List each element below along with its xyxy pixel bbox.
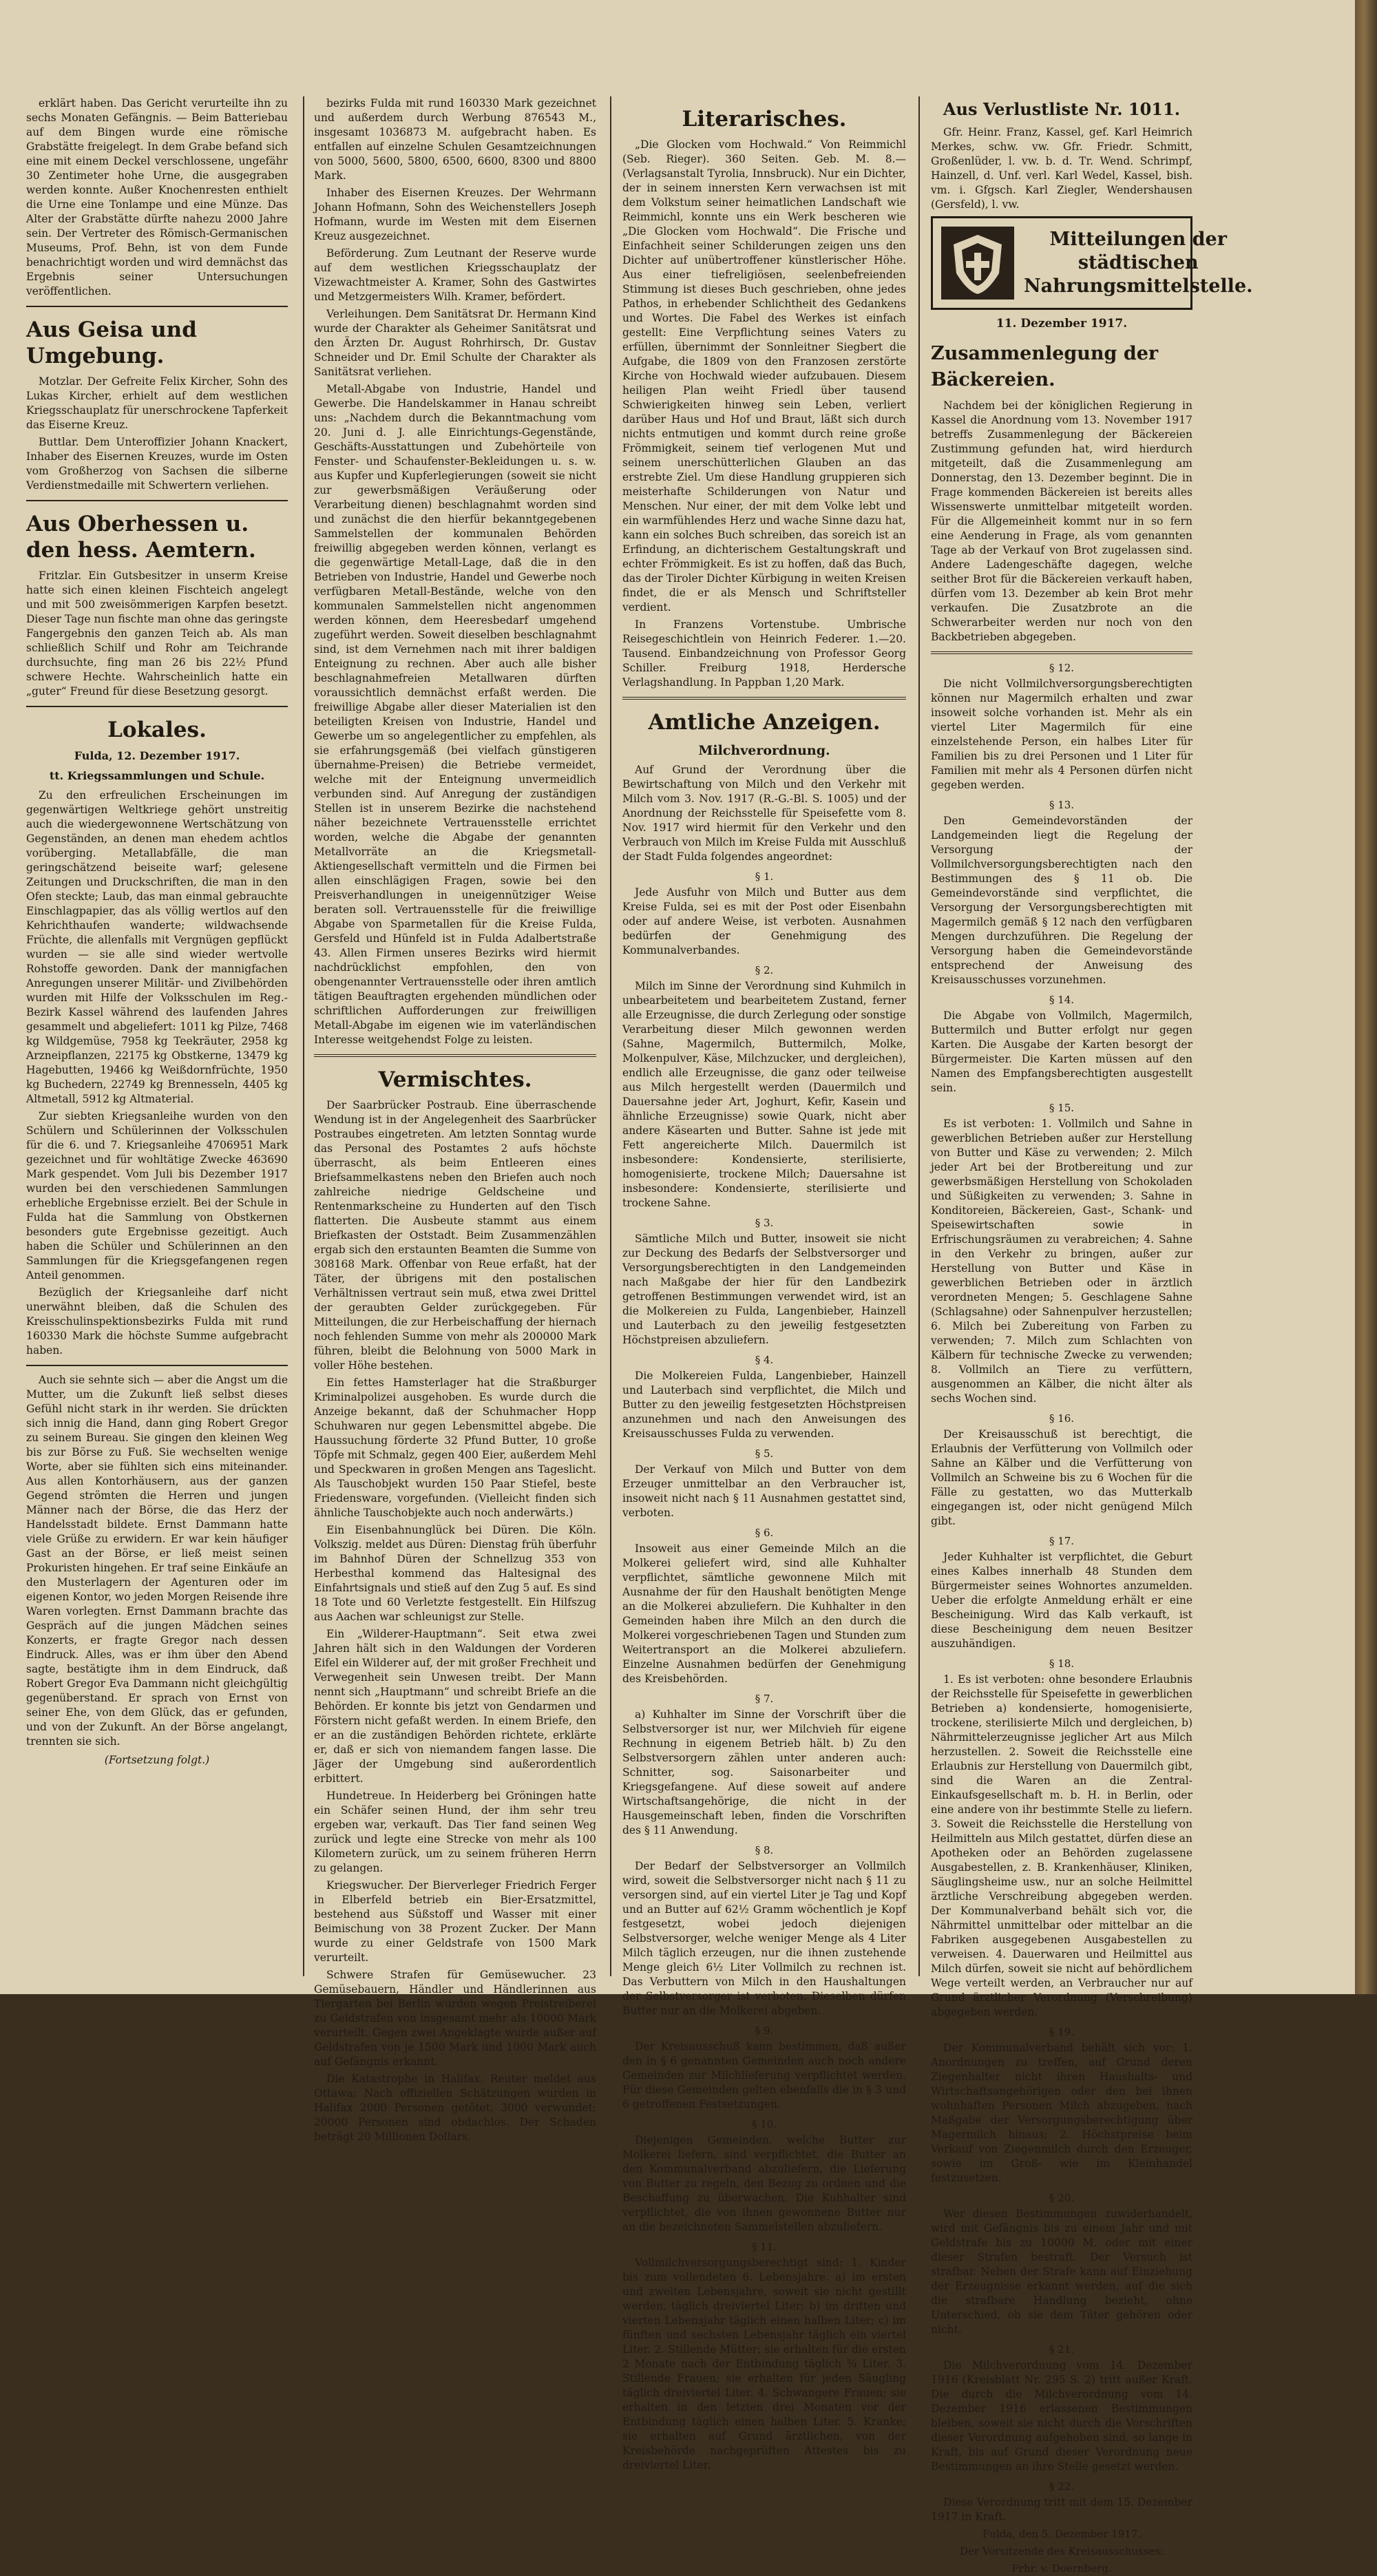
paragraph-number: § 16.	[1049, 1412, 1075, 1425]
article-text: Fritzlar. Ein Gutsbesitzer in unserm Kreise hatte sich einen kleinen Fischteich angelegt und mit 500 zweisömmerigen Karpfen besetzt. Dieser Tage nun fischte man ohne das geringste Fangergebnis den ganzen Teich ab. Als man schließlich Schilf und Rohr am Teichrande durchsuchte, fing man 26 bis 22½ Pfund schwere Hechte. Wahrscheinlich hatte ein „guter“ Freund für diese Besetzung gesorgt.	[26, 569, 288, 698]
ordinance-title: Milchverordnung.	[698, 743, 830, 758]
announcement-box	[931, 216, 1253, 310]
divider	[931, 651, 1192, 654]
news-item: Schwere Strafen für Gemüsewucher. 23 Gemüsebauern, Händler und Händlerinnen aus Tiergarten bei Berlin wurden wegen Preistreiberei zu Geldstrafen von insgesamt mehr als 10000 Mark verurteilt. Gegen zwei Angeklagte wurde außer auf Geldstrafen von je 1500 Mark und 1000 Mark auch auf Gefängnis erkannt.	[314, 1969, 596, 2068]
ordinance-text: Sämtliche Milch und Butter, insoweit sie nicht zur Deckung des Bedarfs der Selbstversorger und Versorgungsberechtigten in den Landgemeinden nach Maßgabe der hier für den Landbezirk getroffenen Bestimmungen verwendet wird, ist an die Molkereien zu Fulda, Langenbieber, Hainzell und Lauterbach zu den jeweilig festgesetzten Höchstpreisen abzuliefern.	[622, 1233, 906, 1346]
paragraph-number: § 14.	[1049, 994, 1075, 1006]
ordinance-text: Milch im Sinne der Verordnung sind Kuhmilch in unbearbeitetem und bearbeitetem Zustand, ferner alle Erzeugnisse, die durch Zerlegung oder sonstige Verarbeitung dieser Milch gewonnen werden (Sahne, Magermilch, Buttermilch, Molke, Molkenpulver, Käse, Milchzucker, und dergleichen), endlich alle Erzeugnisse, die ganz oder teilweise aus Milch hergestellt werden (Dauermilch und Dauersahne jeder Art, Joghurt, Kefir, Kasein und ähnliche Erzeugnisse) sowie Quark, nicht aber andere Käsearten und Butter. Sahne ist jede mit Fett angereicherte Milch. Dauermilch ist insbesondere: Kondensierte, sterilisierte, homogenisierte, trockene Milch; Dauersahne ist insbesondere: Kondensierte, sterilisierte und trockene Sahne.	[622, 980, 906, 1209]
signature-name: Frhr. v. Doernberg.	[1011, 2562, 1112, 2575]
paragraph-number: § 7.	[755, 1693, 774, 1705]
column-rule	[303, 96, 304, 1976]
divider	[314, 1054, 596, 1057]
announcement-title: Mitteilungen der städtischen Nahrungsmittelstelle.	[1024, 229, 1253, 297]
ordinance-text: Der Kreisausschuß ist berechtigt, die Erlaubnis der Verfütterung von Vollmilch oder Sahne an Kälber und die Verfütterung von Vollmilch an Schweine bis zu 6 Wochen für die Fälle zu gestatten, wo das Mutterkalb eingegangen ist, oder nicht genügend Milch gibt.	[931, 1428, 1192, 1527]
article-subheading: tt. Kriegssammlungen und Schule.	[49, 769, 265, 782]
section-heading-vermischtes: Vermischtes.	[378, 1067, 532, 1092]
paragraph-number: § 11.	[751, 2241, 777, 2253]
paragraph-number: § 18.	[1049, 1657, 1075, 1670]
news-item: Metall-Abgabe von Industrie, Handel und Gewerbe. Die Handelskammer in Hanau schreibt uns: „Nachdem durch die Bekanntmachung vom 20. Juni d. J. alle Einrichtungs-Gegenstände, Geschäfts-Ausstattungen und Zubehörteile von Fenster- und Schaufenster-Bekleidungen u. s. w. aus Kupfer und Kupferlegierungen (soweit sie nicht zur gewerbsmäßigen Veräußerung oder Verarbeitung dienen) beschlagnahmt worden sind und zunächst die den hierfür bekanntgegebenen Sammelstellen der kommunalen Behörden freiwillig abgegeben werden können, verlangt es die gegenwärtige Metall-Lage, daß die in den Betrieben von Industrie, Handel und Gewerbe noch verfügbaren Metall-Bestände, welche von den kommunalen Sammelstellen nicht angenommen werden können, dem Heeresbedarf umgehend zugeführt werden. Soweit dieselben beschlagnahmt sind, ist dem Vernehmen nach mit ihrer baldigen Enteignung zu rechnen. Aber auch alle bisher beschlagnahmefreien Metallwaren dürften voraussichtlich demnächst erfaßt werden. Die freiwillige Abgabe aller dieser Materialien ist den beteiligten Kreisen von Industrie, Handel und Gewerbe um so angelegentlicher zu empfehlen, als sie erfahrungsgemäß (bei vielfach günstigeren übernahme-Preisen) die Betriebe vermeidet, welche mit der Enteignung unvermeidlich verbunden sind. Auf Anregung der zuständigen Stellen ist in unserem Bezirke die nachstehend näher bezeichnete Vertrauensstelle errichtet worden, welche die Abgabe der genannten Metallvorräte an die Kriegsmetall-Aktiengesellschaft vermitteln und die Firmen bei allen einschlägigen Fragen, sowie bei den Preisverhandlungen in uneigennütziger Weise beraten soll. Vertrauensstelle für die freiwillige Abgabe von Sparmetallen für die Kreise Fulda, Gersfeld und Hünfeld ist in Fulda Adalbertstraße 43. Allen Firmen unseres Bezirks wird hiermit nachdrücklichst empfohlen, den von obengenannter Vertrauensstelle oder ihren amtlich tätigen Beauftragten ergehenden mündlichen oder schriftlichen Aufforderungen zur freiwilligen Metall-Abgabe im eigenen wie im vaterländischen Interesse weitgehendst Folge zu leisten.	[314, 383, 596, 1046]
ordinance-text: Diejenigen Gemeinden, welche Butter zur Molkerei liefern, sind verpflichtet, die Butter an den Kommunalverband abzuliefern, die Lieferung von Butter zu regeln, den Bezug zu ordnen und die Beschaffung zu überwachen. Die Kuhhalter sind verpflichtet, die von ihnen gewonnene Butter nur an die bezeichneten Sammelstellen abzuliefern.	[622, 2134, 906, 2233]
section-heading-verlustliste: Aus Verlustliste Nr. 1011.	[943, 99, 1181, 119]
article-text: bezirks Fulda mit rund 160330 Mark gezeichnet und außerdem durch Werbung 876543 M., insgesamt 1036873 M. aufgebracht haben. Es entfallen auf einzelne Schulen Gesamtzeichnungen von 5000, 5600, 5800, 6500, 6600, 8300 und 8800 Mark.	[314, 97, 596, 182]
ordinance-text: Der Bedarf der Selbstversorger an Vollmilch wird, soweit die Selbstversorger nicht nach § 11 zu versorgen sind, auf ein viertel Liter je Tag und Kopf und an Butter auf 62½ Gramm wöchentlich je Kopf festgesetzt, wobei jedoch diejenigen Selbstversorger, welche weniger Menge als 4 Liter Milch täglich erzeugen, nur die ihnen zustehende Menge gleich 6½ Liter Vollmilch zu rechnen ist. Das Verbuttern von Milch in den Haushaltungen der Selbstversorger ist verboten. Dieselben dürfen Butter nur an die Molkerei abgeben.	[622, 1860, 906, 2017]
section-heading-oberhessen: Aus Oberhessen u. den hess. Aemtern.	[26, 512, 256, 563]
column-1	[26, 96, 288, 1976]
news-item: Inhaber des Eisernen Kreuzes. Der Wehrmann Johann Hofmann, Sohn des Weichenstellers Joseph Hofmann, wurde im Westen mit dem Eisernen Kreuz ausgezeichnet.	[314, 187, 596, 242]
paragraph-number: § 9.	[755, 2024, 774, 2037]
column-rule	[610, 96, 611, 1976]
ordinance-text: Jede Ausfuhr von Milch und Butter aus dem Kreise Fulda, sei es mit der Post oder Eisenbahn oder auf andere Weise, ist verboten. Ausnahmen bedürfen der Genehmigung des Kommunalverbandes.	[622, 886, 906, 956]
column-4	[931, 96, 1253, 2575]
paragraph-number: § 19.	[1049, 2026, 1075, 2038]
ordinance-text: Die nicht Vollmilchversorgungsberechtigten können nur Magermilch erhalten und zwar insoweit solche vorhanden ist. Mehr als ein viertel Liter Magermilch für eine einzelstehende Person, ein halbes Liter für Familien bis zu drei Personen und 1 Liter für Familien mit mehr als 4 Personen dürfen nicht gegeben werden.	[931, 678, 1192, 791]
ordinance-text: Die Molkereien Fulda, Langenbieber, Hainzell und Lauterbach sind verpflichtet, die Milch und Butter zu den jeweilig festgesetzten Höchstpreisen anzunehmen und nach den Anweisungen des Kreisausschusses Fulda zu verwenden.	[622, 1370, 906, 1440]
paragraph-number: § 15.	[1049, 1102, 1075, 1114]
paragraph-number: § 17.	[1049, 1535, 1075, 1547]
paragraph-number: § 22.	[1049, 2480, 1075, 2493]
paragraph-number: § 10.	[751, 2118, 777, 2130]
ordinance-text: 1. Es ist verboten: ohne besondere Erlaubnis der Reichsstelle für Speisefette in gewerblichen Betrieben a) kondensierte, homogenisierte, trockene, sterilisierte Milch und dergleichen, b) Nährmittelerzeugnisse jeglicher Art aus Milch herzustellen. 2. Soweit die Reichsstelle eine Erlaubnis zur Herstellung von Dauermilch gibt, sind die Waren an die Zentral-Einkaufsgesellschaft m. b. H. in Berlin, oder eine andere von ihr bestimmte Stelle zu liefern. 3. Soweit die Reichsstelle die Herstellung von Heilmitteln aus Milch gestattet, dürfen diese an Apotheken oder an Behörden zugelassene Ausgabestellen, z. B. Krankenhäuser, Kliniken, Säuglingsheime usw., nur an solche Heilmittel ärztliche Verschreibung abgegeben werden. Der Kommunalverband behält sich vor, die Nährmittel unmittelbar oder mittelbar an die Fabriken ausgegebenen Ausgabestellen zu verweisen. 4. Dauerwaren und Heilmittel aus Milch dürfen, soweit sie nicht auf behördlichem Wege verteilt werden, an Verbraucher nur auf Grund ärztlicher Verordnung (Verschreibung) abgegeben werden.	[931, 1673, 1192, 2018]
news-item: Beförderung. Zum Leutnant der Reserve wurde auf dem westlichen Kriegsschauplatz der Vizewachtmeister A. Kramer, Sohn des Gastwirtes und Metzgermeisters Wilh. Kramer, befördert.	[314, 247, 596, 303]
news-item: Ein fettes Hamsterlager hat die Straßburger Kriminalpolizei ausgehoben. Es wurde durch die Anzeige bekannt, daß der Schuhmacher Hopp Schuhwaren nur gegen Lebensmittel abgebe. Die Haussuchung förderte 32 Pfund Butter, 10 große Töpfe mit Schmalz, gegen 400 Eier, außerdem Mehl und Speckwaren in großen Mengen ans Tageslicht. Als Tauschobjekt wurden 150 Paar Stiefel, beste Friedensware, vorgefunden. (Vielleicht finden sich ähnliche Tauschobjekte auch noch anderwärts.)	[314, 1376, 596, 1519]
news-item: Hundetreue. In Heiderberg bei Gröningen hatte ein Schäfer seinen Hund, der ihm sehr treu ergeben war, verkauft. Das Tier fand seinen Weg zurück und legte eine Strecke von mehr als 100 Kilometern zurück, um zu seinem früheren Herrn zu gelangen.	[314, 1790, 596, 1874]
paragraph-number: § 6.	[755, 1527, 774, 1539]
article-text: Bezüglich der Kriegsanleihe darf nicht unerwähnt bleiben, daß die Schulen des Kreisschulinspektionsbezirks Fulda mit rund 160330 Mark die höchste Summe aufgebracht haben.	[26, 1286, 288, 1357]
ordinance-text: Vollmilchversorgungsberechtigt sind: 1. Kinder bis zum vollendeten 6. Lebensjahre. a) im ersten und zweiten Lebensjahre, soweit sie nicht gestillt werden, täglich dreiviertel Liter; b) im dritten und vierten Lebensjahr täglich einen halben Liter; c) im fünften und sechsten Lebensjahr täglich ein viertel Liter. 2. Stillende Mütter; sie erhalten für die ersten 2 Monate nach der Entbindung täglich ¾ Liter. 3. Stillende Frauen; sie erhalten für jeden Säugling täglich dreiviertel Liter. 4. Schwangere Frauen; sie erhalten in den letzten drei Monaten vor der Entbindung täglich einen halben Liter. 5. Kranke; sie erhalten auf Grund ärztlichen, von der Kreisbehörde nachgeprüften Attestes bis zu dreiviertel Liter.	[622, 2256, 906, 2471]
dateline: Fulda, 12. Dezember 1917.	[74, 749, 240, 762]
section-heading-geisa: Aus Geisa und Umgebung.	[26, 317, 197, 368]
news-item: Die Katastrophe in Halifax. Reuter meldet aus Ottawa: Nach offiziellen Schätzungen wurden in Halifax 2000 Personen getötet, 3000 verwundet; 20000 Personen sind obdachlos. Der Schaden beträgt 20 Millionen Dollars.	[314, 2073, 596, 2143]
article-text: Zu den erfreulichen Erscheinungen im gegenwärtigen Weltkriege gehört unstreitig auch die wiedergewonnene Wertschätzung von Gegenständen, an denen man ehedem achtlos vorüberging. Metallabfälle, die man geringschätzend beiseite warf; gelesene Zeitungen und Druckschriften, die man in den Ofen steckte; Laub, das man einmal gebrauchte Einschlagpapier, das als völlig wertlos auf den Kehrichthaufen wanderte; wildwachsende Früchte, die allenfalls mit Vergnügen gepflückt wurden — sie alle sind wieder wertvolle Rohstoffe geworden. Dank der mannigfachen Anregungen unserer Militär- und Zivilbehörden wurden mit Hilfe der Volksschulen im Reg.-Bezirk Kassel während des laufenden Jahres gesammelt und abgeliefert: 1011 kg Pilze, 7468 kg Wildgemüse, 7958 kg Teekräuter, 2958 kg Arzneipflanzen, 22175 kg Obstkerne, 13479 kg Hagebutten, 19466 kg Weißdornfrüchte, 1950 kg Buchedern, 22749 kg Brennesseln, 4405 kg Altmetall, 5912 kg Altmaterial.	[26, 789, 288, 1105]
review-text: „Die Glocken vom Hochwald.“ Von Reimmichl (Seb. Rieger). 360 Seiten. Geb. M. 8.— (Verlagsanstalt Tyrolia, Innsbruck). Nur ein Dichter, der in seinem innersten Kern verwachsen ist mit dem Volkstum seiner heimatlichen Landschaft wie Reimmichl, konnte uns ein Werk bescheren wie „Die Glocken vom Hochwald“. Die Frische und Einfachheit seiner Schilderungen zeigen uns den Dichter auf unübertroffener künstlerischer Höhe. Aus einer tiefreligiösen, seelenbefreienden Stimmung ist dieses Buch geschrieben, ohne jedes Pathos, in erhebender Schlichtheit des Gedankens und Wortes. Die Fabel des Werkes ist einfach gestellt: Eine Verpflichtung seines Vaters zu erfüllen, übernimmt der Sonnleitner Siegbert die Aufgabe, die 1809 von den Franzosen zerstörte Kirche von Hochwald wieder aufzubauen. Diesem heiligen Plan weiht Friedl über tausend Schwierigkeiten hinweg sein Leben, verliert darüber Haus und Hof und Braut, läßt sich durch nichts entmutigen und kommt durch reine große Frömmigkeit, seinem tief verlogenen Mut und seinem unerschütterlichen Glauben an das erstrebte Ziel. Um diese Handlung gruppieren sich meisterhafte Schilderungen von Natur und Menschen. Nur einer, der mit dem Volke lebt und ein warmfühlendes Herz und wache Sinne dazu hat, kann ein solches Buch schreiben, das soreich ist an Erfindung, an dichterischem Gestaltungskraft und echter Frömmigkeit. Es ist zu hoffen, daß das Buch, das der Tiroler Dichter Kürbigung in weiten Kreisen findet, die er als Mensch und Schriftsteller verdient.	[622, 138, 906, 614]
column-3	[622, 96, 906, 2471]
ordinance-text: Wer diesen Bestimmungen zuwiderhandelt, wird mit Gefängnis bis zu einem Jahr und mit Geldstrafe bis zu 10000 M. oder mit einer dieser Strafen bestraft. Der Versuch ist strafbar. Neben der Strafe kann auf Einziehung der Erzeugnisse erkannt werden, auf die sich die strafbare Handlung bezieht, ohne Unterschied, ob sie dem Täter gehören oder nicht.	[931, 2208, 1192, 2336]
paragraph-number: § 8.	[755, 1844, 774, 1856]
ordinance-text: Der Kommunalverband behält sich vor: 1. Anordnungen zu treffen, auf Grund deren Ziegenhalter nicht ihren Haushalts- und Wirtschaftsangehörigen oder den bei ihnen wohnhaften Personen Milch abzugeben, nach Maßgabe der Versorgungsberechtigung über Magermilch hinaus; 2. Höchstpreise beim Verkauf von Ziegenmilch durch den Erzeuger, sowie im Groß- wie im Kleinhandel festzusetzen.	[931, 2042, 1192, 2184]
paragraph-number: § 20.	[1049, 2192, 1075, 2204]
divider	[26, 1365, 288, 1366]
ordinance-text: Insoweit aus einer Gemeinde Milch an die Molkerei geliefert wird, sind alle Kuhhalter verpflichtet, sämtliche gewonnene Milch mit Ausnahme der für den Haushalt benötigten Menge an die Molkerei abzuliefern. Die Kuhhalter in den Gemeinden haben ihre Milch an den durch die Molkerei vorgeschriebenen Tagen und Stunden zum Weitertransport an die Molkerei abzuliefern. Einzelne Ausnahmen bedürfen der Genehmigung des Kreisbehörden.	[622, 1542, 906, 1685]
article-text: Zur siebten Kriegsanleihe wurden von den Schülern und Schülerinnen der Volksschulen für die 6. und 7. Kriegsanleihe 4706951 Mark gezeichnet und für wohltätige Zwecke 463690 Mark gespendet. Vom Juli bis Dezember 1917 wurden bei den verschiedenen Sammlungen erhebliche Ergebnisse erzielt. Bei der Schule in Fulda hat die Sammlung von Obstkernen besonders gute Ergebnisse gezeitigt. Auch haben die Schüler und Schülerinnen an den Sammlungen für die Kriegsgefangenen regen Anteil genommen.	[26, 1110, 288, 1281]
coat-of-arms-icon	[940, 225, 1016, 301]
paragraph-number: § 12.	[1049, 662, 1075, 674]
news-item: Verleihungen. Dem Sanitätsrat Dr. Hermann Kind wurde der Charakter als Geheimer Sanitätsrat und den Ärzten Dr. August Rohrhirsch, Dr. Gustav Schneider und Dr. Emil Schulte der Charakter als Sanitätsrat verliehen.	[314, 308, 596, 378]
divider	[26, 500, 288, 501]
paragraph-number: § 5.	[755, 1447, 774, 1460]
divider	[26, 706, 288, 707]
continued-note: (Fortsetzung folgt.)	[104, 1754, 210, 1766]
announcement-heading: Zusammenlegung der Bäckereien.	[931, 343, 1159, 390]
article-text: erklärt haben. Das Gericht verurteilte ihn zu sechs Monaten Gefängnis. — Beim Batteriebau auf dem Bingen wurde eine römische Grabstätte freigelegt. In dem Grabe befand sich eine mit einem Deckel verschlossene, ungefähr 30 Zentimeter hohe Urne, die ausgegraben werden konnte. Außer Knochenresten enthielt die Urne eine Tonlampe und eine Münze. Das Alter der Grabstätte dürfte nahezu 2000 Jahre sein. Der Vertreter des Römisch-Germanischen Museums, Prof. Behn, ist von dem Funde benachrichtigt worden und wird demnächst das Ergebnis seiner Untersuchungen veröffentlichen.	[26, 97, 288, 297]
ordinance-text: Die Abgabe von Vollmilch, Magermilch, Buttermilch und Butter erfolgt nur gegen Karten. Die Ausgabe der Karten besorgt der Bürgermeister. Die Karten müssen auf den Namen des Empfangsberechtigten ausgestellt sein.	[931, 1009, 1192, 1094]
book-spine	[1355, 0, 1377, 1994]
section-heading-amtliche-anzeigen: Amtliche Anzeigen.	[648, 710, 881, 735]
paragraph-number: § 21.	[1049, 2343, 1075, 2356]
section-heading-literarisches: Literarisches.	[682, 107, 847, 132]
ordinance-text: Den Gemeindevorständen der Landgemeinden liegt die Regelung der Versorgung der Vollmilchversorgungsberechtigten nach den Bestimmungen des § 11 ob. Die Gemeindevorstände sind verpflichtet, die Versorgung der Versorgungsberechtigten mit Magermilch gemäß § 12 nach den verfügbaren Mengen durchzuführen. Die Regelung der Versorgung haben die Gemeindevorstände entsprechend der Anweisung des Kreisausschusses vorzunehmen.	[931, 815, 1192, 986]
ordinance-text: Jeder Kuhhalter ist verpflichtet, die Geburt eines Kalbes innerhalb 48 Stunden dem Bürgermeister seines Wohnortes anzumelden. Ueber die erfolgte Anmeldung erhält er eine Bescheinigung. Wird das Kalb verkauft, ist diese Bescheinigung dem neuen Besitzer auszuhändigen.	[931, 1551, 1192, 1650]
paragraph-number: § 2.	[755, 964, 774, 976]
signature-date: Fulda, den 5. Dezember 1917.	[982, 2528, 1142, 2540]
article-text: Buttlar. Dem Unteroffizier Johann Knackert, Inhaber des Eisernen Kreuzes, wurde im Osten vom Großherzog von Sachsen die silberne Verdienstmedaille mit Schwertern verliehen.	[26, 436, 288, 492]
section-heading-lokales: Lokales.	[107, 718, 207, 742]
ordinance-text: Auf Grund der Verordnung über die Bewirtschaftung von Milch und den Verkehr mit Milch vom 3. Nov. 1917 (R.-G.-Bl. S. 1005) und der Anordnung der Reichsstelle für Speisefette vom 8. Nov. 1917 wird hiermit für den Verkehr und den Verbrauch von Milch im Kreise Fulda mit Ausschluß der Stadt Fulda folgendes angeordnet:	[622, 764, 906, 863]
paragraph-number: § 3.	[755, 1217, 774, 1229]
divider	[622, 697, 906, 700]
ordinance-text: Die Milchverordnung vom 14. Dezember 1916 (Kreisblatt Nr. 295 S. 2) tritt außer Kraft. Die durch die Milchverordnung vom 14. Dezember 1916 erlassenen Bestimmungen bleiben, soweit sie nicht durch die Vorschriften dieser Verordnung aufgehoben sind, so lange in Kraft, bis auf Grund dieser Verordnung neue Bestimmungen an ihre Stelle gesetzt werden.	[931, 2359, 1192, 2473]
news-item: Ein Eisenbahnunglück bei Düren. Die Köln. Volkszig. meldet aus Düren: Dienstag früh überfuhr im Bahnhof Düren der Schnellzug 353 von Herbesthal kommend das Haltesignal des Einfahrtsignals und stieß auf den Zug 5 auf. Es sind 18 Tote und 60 Verletzte festgestellt. Ein Hilfszug aus Aachen war schleunigst zur Stelle.	[314, 1524, 596, 1623]
news-item: Der Saarbrücker Postraub. Eine überraschende Wendung ist in der Angelegenheit des Saarbrücker Postraubes eingetreten. Am letzten Sonntag wurde das Personal des Postamtes 2 aufs höchste überrascht, als beim Entleeren eines Briefsammelkastens neben den Briefen auch noch zahlreiche niedrige Geldscheine und Rentenmarkscheine zu Hunderten auf den Tisch flatterten. Die Ausbeute stammt aus einem Briefkasten der Oststadt. Beim Zusammenzählen ergab sich den erstaunten Beamten die Summe von 308168 Mark. Offenbar von Reue erfaßt, hat der Täter, der übrigens mit den postalischen Verhältnissen vertraut sein muß, etwa zwei Drittel der geraubten Gelder zurückgegeben. Für Mitteilungen, die zur Herbeischaffung der hiernach noch fehlenden Summe von mehr als 200000 Mark führen, bleibt die Belohnung von 5000 Mark in voller Höhe bestehen.	[314, 1099, 596, 1372]
ordinance-text: Diese Verordnung tritt mit dem 15. Dezember 1917 in Kraft.	[931, 2496, 1192, 2523]
ordinance-text: Der Verkauf von Milch und Butter von dem Erzeuger unmittelbar an den Verbraucher ist, insoweit nicht nach § 11 Ausnahmen gestattet sind, verboten.	[622, 1463, 906, 1519]
paragraph-number: § 4.	[755, 1354, 774, 1366]
ordinance-text: a) Kuhhalter im Sinne der Vorschrift über die Selbstversorger ist nur, wer Milchvieh für eigene Rechnung in eigenem Betrieb hält. b) Zu den Selbstversorgern zählen unter anderen auch: Schnitter, sog. Saisonarbeiter und Kriegsgefangene. Auf diese soweit auf andere Wirtschaftsangehörige, die nicht in der Hausgemeinschaft leben, finden die Vorschriften des § 11 Anwendung.	[622, 1708, 906, 1836]
signature-office: Der Vorsitzende des Kreisausschusses:	[959, 2545, 1164, 2557]
column-rule	[918, 96, 920, 1976]
serial-story-text: Auch sie sehnte sich — aber die Angst um die Mutter, um die Zukunft ließ selbst dieses Gefühl nicht stark in ihr werden. Sie drückten sich innig die Hand, dann ging Robert Gregor zu seinem Bureau. Sie gingen den kleinen Weg bis zur Börse zu Fuß. Sie wechselten wenige Worte, aber sie fühlten sich eins miteinander. Aus allen Kontorhäusern, aus der ganzen Gegend strömten die Herren und jungen Männer nach der Börse, die das Herz der Handelsstadt bildete. Ernst Dammann hatte viele Grüße zu erwidern. Er war kein häufiger Gast an der Börse, er ließ meist seinen Prokuristen hingehen. Er traf seine Einkäufe an den Musterlagern der Agenturen oder im eigenen Kontor, wo jeden Morgen Reisende ihre Waren vorlegten. Ernst Dammann brachte das Gespräch auf die jungen Mädchen seines Konzerts, er fragte Gregor nach dessen Eindruck. Alles, was er ihm über den Abend sagte, bestätigte ihm in dem Eindruck, daß Robert Gregor Eva Dammann nicht gleichgültig gegenüberstand. Er sprach von Ernst von seiner Ehe, von dem Glück, das er gefunden, und von der Zukunft. An der Börse angelangt, trennten sie sich.	[26, 1374, 288, 1748]
ordinance-text: Es ist verboten: 1. Vollmilch und Sahne in gewerblichen Betrieben außer zur Herstellung von Butter und Käse zu verwenden; 2. Milch jeder Art bei der Brotbereitung und zur gewerbsmäßigen Herstellung von Schokoladen und Süßigkeiten zu verwenden; 3. Sahne in Konditoreien, Bäckereien, Gast-, Schank- und Speisewirtschaften sowie in Erfrischungsräumen zu verabreichen; 4. Sahne in den Verkehr zu bringen, außer zur Herstellung von Butter und Käse in gewerblichen Betrieben oder in ärztlich verordneten Mengen; 5. Geschlagene Sahne (Schlagsahne) oder Sahnenpulver herzustellen; 6. Milch bei Zubereitung von Farben zu verwenden; 7. Milch zum Schlachten von Kälbern für technische Zwecke zu verwenden; 8. Vollmilch an Tiere zu verfüttern, ausgenommen an Kälber, die nicht älter als sechs Wochen sind.	[931, 1118, 1192, 1405]
ordinance-text: Der Kreisausschuß kann bestimmen, daß außer den in § 6 genannten Gemeinden auch noch andere Gemeinden zur Milchlieferung verpflichtet werden. Für diese Gemeinden gelten ebenfalls die in § 3 und 6 getroffenen Festsetzungen.	[622, 2040, 906, 2111]
review-text: In Franzens Vortenstube. Umbrische Reisegeschichtlein von Heinrich Federer. 1.—20. Tausend. Einbandzeichnung von Professor Georg Schiller. Freiburg 1918, Herdersche Verlagshandlung. In Pappban 1,20 Mark.	[622, 618, 906, 689]
news-item: Ein „Wilderer-Hauptmann“. Seit etwa zwei Jahren hält sich in den Waldungen der Vorderen Eifel ein Wilderer auf, der mit großer Frechheit und Verwegenheit sein Unwesen treibt. Der Mann nennt sich „Hauptmann“ und schreibt Briefe an die Behörden. Er konnte bis jetzt von Gendarmen und Förstern nicht gefaßt werden. In einem Briefe, den er an die zuständigen Behörden richtete, erklärte er, daß er sich von niemandem fangen lasse. Die Jäger der Umgebung sind außerordentlich erbittert.	[314, 1628, 596, 1785]
news-item: Kriegswucher. Der Bierverleger Friedrich Ferger in Elberfeld betrieb ein Bier-Ersatzmittel, bestehend aus Süßstoff und Wasser mit einer Beimischung von 38 Prozent Zucker. Der Mann wurde zu einer Geldstrafe von 1500 Mark verurteilt.	[314, 1879, 596, 1964]
article-text: Motzlar. Der Gefreite Felix Kircher, Sohn des Lukas Kircher, erhielt auf dem westlichen Kriegsschauplatz für unerschrockene Tapferkeit das Eiserne Kreuz.	[26, 375, 288, 431]
paragraph-number: § 13.	[1049, 799, 1075, 811]
paragraph-number: § 1.	[755, 870, 774, 883]
announcement-date: 11. Dezember 1917.	[996, 317, 1128, 331]
casualty-list-text: Gfr. Heinr. Franz, Kassel, gef. Karl Heimrich Merkes, schw. vw. Gfr. Friedr. Schmitt, Großenlüder, l. vw. b. d. Tr. Wend. Schrimpf, Hainzell, d. Unf. verl. Karl Wedel, Kassel, bish. vm. i. Gfgsch. Karl Ziegler, Wendershausen (Gersfeld), l. vw.	[931, 126, 1192, 211]
announcement-text: Nachdem bei der königlichen Regierung in Kassel die Anordnung vom 13. November 1917 betreffs Zusammenlegung der Bäckereien Zustimmung gefunden hat, wird hierdurch mitgeteilt, daß die Zusammenlegung am Donnerstag, den 13. Dezember beginnt. Die in Frage kommenden Bäckereien ist bereits alles Wissenswerte unmittelbar mitgeteilt worden. Für die Allgemeinheit kommt nur in so fern eine Aenderung in Frage, als vom genannten Tage ab der Verkauf von Brot zugelassen sind. Andere Ladengeschäfte dagegen, welche seither Brot für die Bäckereien verkauft haben, dürfen vom 13. Dezember ab kein Brot mehr verkaufen. Die Zusatzbrote an die Schwerarbeiter werden nur noch von den Backbetrieben abgegeben.	[931, 399, 1192, 643]
column-2	[314, 96, 596, 2143]
divider	[26, 306, 288, 307]
